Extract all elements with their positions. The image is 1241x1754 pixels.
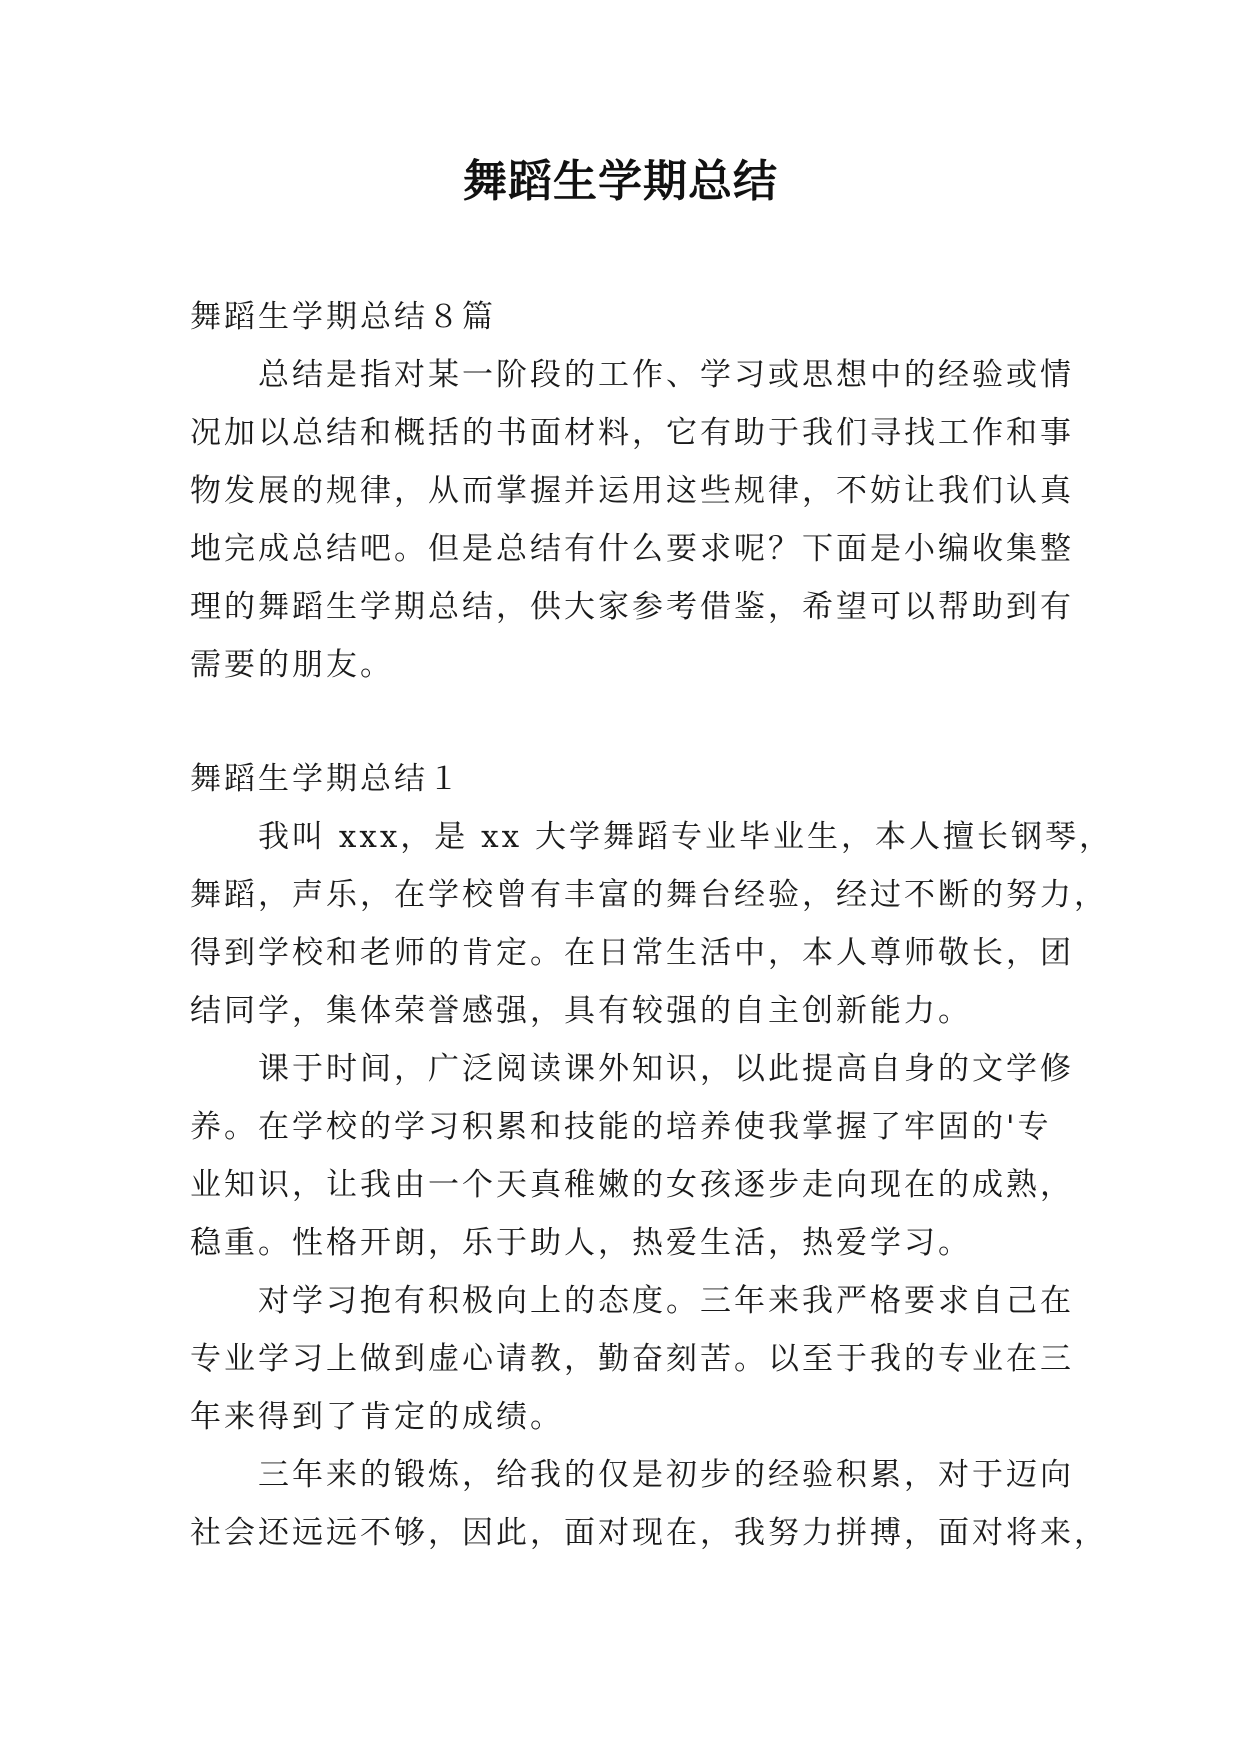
paragraph-line: 专业学习上做到虚心请教，勤奋刻苦。以至于我的专业在三	[190, 1341, 1074, 1377]
paragraph-line: 况加以总结和概括的书面材料，它有助于我们寻找工作和事	[190, 415, 1074, 451]
intro-heading: 舞蹈生学期总结８篇	[190, 299, 496, 335]
section-spacer	[190, 694, 1055, 750]
paragraph-line: 年来得到了肯定的成绩。	[190, 1399, 564, 1435]
paragraph	[190, 808, 1113, 1040]
paragraph-line: 养。在学校的学习积累和技能的培养使我掌握了牢固的'专	[190, 1109, 1052, 1145]
paragraph-line: 需要的朋友。	[190, 647, 394, 683]
paragraph-line: 物发展的规律，从而掌握并运用这些规律，不妨让我们认真	[190, 473, 1074, 509]
paragraph-line: 稳重。性格开朗，乐于助人，热爱生活，热爱学习。	[190, 1225, 972, 1261]
paragraph-line: 我叫 xxx，是 xx 大学舞蹈专业毕业生，本人擅长钢琴，	[258, 819, 1113, 855]
paragraph-line: 对学习抱有积极向上的态度。三年来我严格要求自己在	[258, 1283, 1074, 1319]
paragraph-line: 结同学，集体荣誉感强，具有较强的自主创新能力。	[190, 993, 972, 1029]
paragraph	[190, 1272, 1074, 1446]
paragraph	[190, 1040, 1074, 1272]
intro-paragraph	[190, 346, 1074, 694]
paragraph-line: 课于时间，广泛阅读课外知识，以此提高自身的文学修	[258, 1051, 1074, 1087]
paragraph-line: 总结是指对某一阶段的工作、学习或思想中的经验或情	[258, 357, 1074, 393]
section-heading: 舞蹈生学期总结１	[190, 761, 462, 797]
paragraph-line: 得到学校和老师的肯定。在日常生活中，本人尊师敬长，团	[190, 935, 1074, 971]
paragraph-line: 三年来的锻炼，给我的仅是初步的经验积累，对于迈向	[258, 1457, 1074, 1493]
paragraph-line: 地完成总结吧。但是总结有什么要求呢？下面是小编收集整	[190, 531, 1074, 567]
paragraph-line: 理的舞蹈生学期总结，供大家参考借鉴，希望可以帮助到有	[190, 589, 1074, 625]
paragraph	[190, 1446, 1108, 1562]
paragraph-line: 业知识，让我由一个天真稚嫩的女孩逐步走向现在的成熟，	[190, 1167, 1074, 1203]
paragraph-line: 社会还远远不够，因此，面对现在，我努力拼搏，面对将来，	[190, 1515, 1108, 1551]
document-title: 舞蹈生学期总结	[463, 156, 778, 207]
paragraph-line: 舞蹈，声乐，在学校曾有丰富的舞台经验，经过不断的努力，	[190, 877, 1108, 913]
document-body	[190, 288, 1113, 1562]
